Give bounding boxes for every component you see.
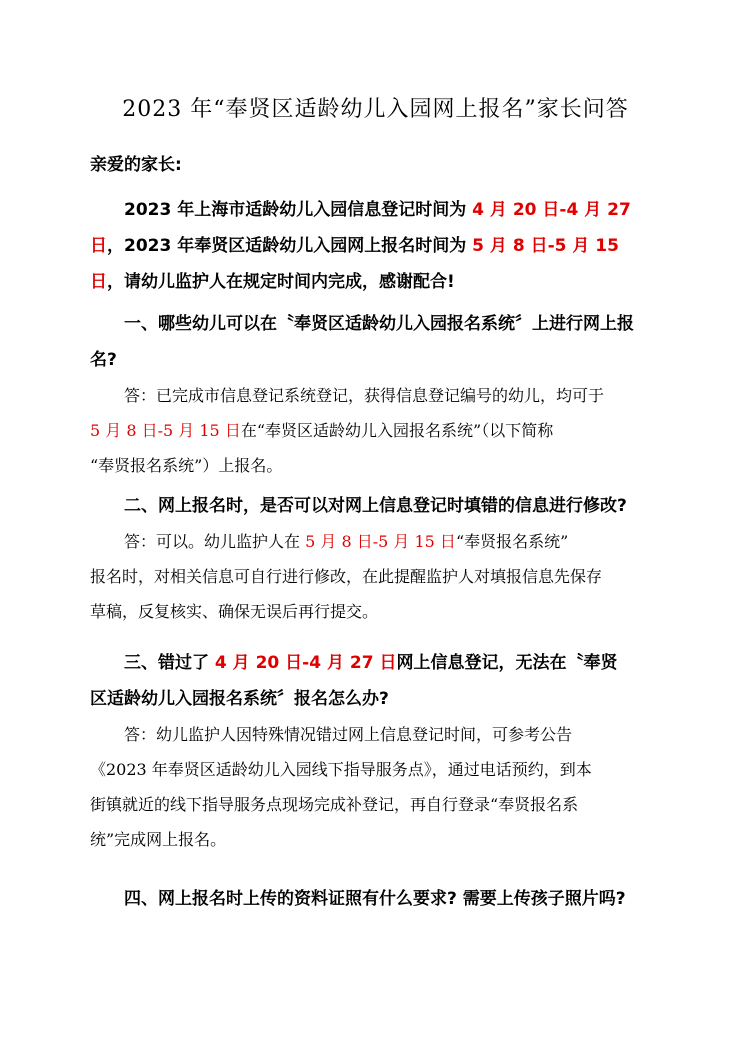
question-3-heading [90,645,665,681]
answer-3-line-1: 答：幼儿监护人因特殊情况错过网上信息登记时间，可参考公告 [124,725,573,744]
question-3-text: 三、错过了 [124,653,209,673]
question-4 [90,881,665,917]
question-2-heading: 二、网上报名时，是否可以对网上信息登记时填错的信息进行修改? [124,496,627,516]
question-3-heading-cont: 区适龄幼儿入园报名系统〞报名怎么办? [90,689,389,709]
answer-3-line-3: 街镇就近的线下指导服务点现场完成补登记，再自行登录“奉贤报名系 [90,795,579,814]
answer-3-line-2: 《2023 年奉贤区适龄幼儿入园线下指导服务点》，通过电话预约，到本 [90,760,592,779]
answer-1-line-3: “奉贤报名系统”）上报名。 [90,456,283,475]
intro-line-1 [90,192,665,228]
answer-1-date: 5 月 8 日-5 月 15 日 [90,421,241,440]
question-3-date: 4 月 20 日-4 月 27 日 [209,653,397,673]
intro-line-3 [90,264,665,300]
answer-1-line-2 [90,413,665,448]
answer-1-text: 在“奉贤区适龄幼儿入园报名系统”（以下简称 [240,421,554,440]
question-1-heading-cont: 名? [90,350,117,370]
intro-paragraph [90,192,665,300]
question-1-heading: 一、哪些幼儿可以在〝奉贤区适龄幼儿入园报名系统〞上进行网上报 [124,314,634,334]
online-registration-date: 5 月 8 日-5 月 15 [466,236,619,256]
answer-3-line-4: 统”完成网上报名。 [90,830,227,849]
intro-line-2 [90,228,665,264]
question-1 [90,306,665,483]
info-registration-date-end: 日 [90,236,107,256]
answer-2-text: “奉贤报名系统” [455,532,569,551]
answer-2-line-3: 草稿，反复核实、确保无误后再行提交。 [90,602,379,621]
intro-text: ，2023 年奉贤区适龄幼儿入园网上报名时间为 [107,236,467,256]
info-registration-date: 4 月 20 日-4 月 27 [466,200,631,220]
answer-2-line-2: 报名时，对相关信息可自行进行修改，在此提醒监护人对填报信息先保存 [90,567,603,586]
greeting: 亲爱的家长: [90,155,182,175]
answer-2-text: 答：可以。幼儿监护人在 [124,532,301,551]
answer-2-line-1 [90,524,665,559]
answer-2-date: 5 月 8 日-5 月 15 日 [300,532,456,551]
question-3 [90,645,665,857]
intro-text: 2023 年上海市适龄幼儿入园信息登记时间为 [124,200,467,220]
question-2 [90,488,665,629]
intro-text: ，请幼儿监护人在规定时间内完成，感谢配合! [107,272,455,292]
online-registration-date-end: 日 [90,272,107,292]
question-3-text: 网上信息登记，无法在〝奉贤 [396,653,618,673]
answer-1-line-1: 答：已完成市信息登记系统登记，获得信息登记编号的幼儿，均可于 [124,386,605,405]
page-title: 2023 年“奉贤区适龄幼儿入园网上报名”家长问答 [122,97,629,122]
question-4-heading: 四、网上报名时上传的资料证照有什么要求? 需要上传孩子照片吗? [124,889,626,909]
